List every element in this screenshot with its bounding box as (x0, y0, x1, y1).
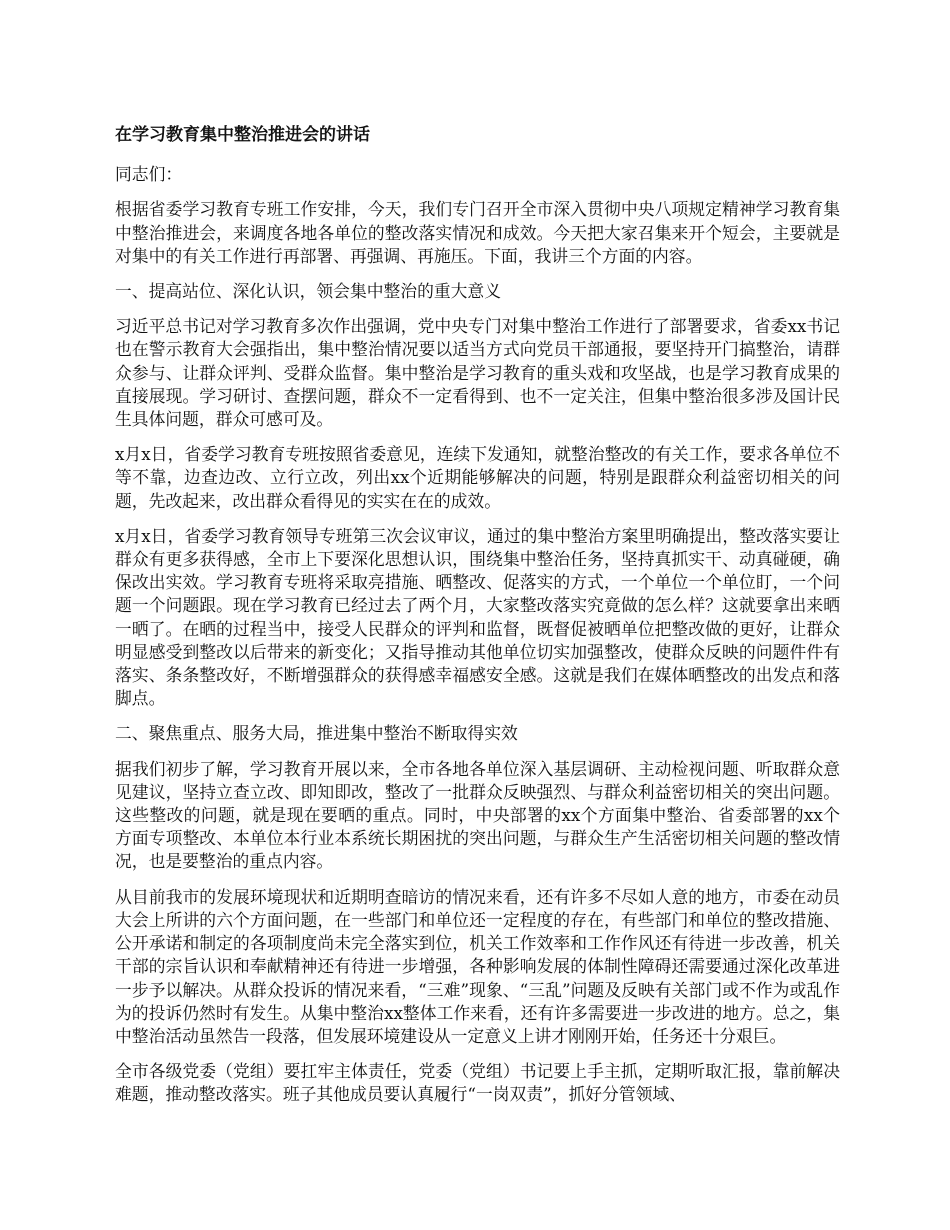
paragraph-2: x月x日，省委学习教育专班按照省委意见，连续下发通知，就整治整改的有关工作，要求各单位不等不靠，边查边改、立行立改，列出xx个近期能够解决的问题，特别是跟群众利益密切相关的问题，先改起来，改出群众看得见的实实在在的成效。 (115, 444, 840, 511)
paragraph-1: 习近平总书记对学习教育多次作出强调，党中央专门对集中整治工作进行了部署要求，省委xx书记也在警示教育大会强指出，集中整治情况要以适当方式向党员干部通报，要坚持开门搞整治，请群众参与、让群众评判、受群众监督。集中整治是学习教育的重头戏和攻坚战，也是学习教育成果的直接展现。学习研讨、查摆问题，群众不一定看得到、也不一定关注，但集中整治很多涉及国计民生具体问题，群众可感可及。 (115, 316, 840, 430)
salutation: 同志们： (115, 164, 183, 185)
document-page (115, 124, 840, 1119)
section-heading-2: 二、聚焦重点、服务大局，推进集中整治不断取得实效 (115, 723, 518, 744)
document-title: 在学习教育集中整治推进会的讲话 (115, 125, 370, 145)
paragraph-4: 据我们初步了解，学习教育开展以来，全市各地各单位深入基层调研、主动检视问题、听取群众意见建议，坚持立查立改、即知即改，整改了一批群众反映强烈、与群众利益密切相关的突出问题。这些整改的问题，就是现在要晒的重点。同时，中央部署的xx个方面集中整治、省委部署的xx个方面专项整改、本单位本行业本系统长期困扰的突出问题，与群众生产生活密切相关问题的整改情况，也是要整治的重点内容。 (115, 758, 840, 872)
paragraph-intro: 根据省委学习教育专班工作安排，今天，我们专门召开全市深入贯彻中央八项规定精神学习教育集中整治推进会，来调度各地各单位的整改落实情况和成效。今天把大家召集来开个短会，主要就是对集中的有关工作进行再部署、再强调、再施压。下面，我讲三个方面的内容。 (115, 199, 840, 266)
paragraph-6: 全市各级党委（党组）要扛牢主体责任，党委（党组）书记要上手主抓，定期听取汇报，靠前解决难题，推动整改落实。班子其他成员要认真履行“一岗双责”，抓好分管领域、 (115, 1061, 840, 1105)
paragraph-5: 从目前我市的发展环境现状和近期明查暗访的情况来看，还有许多不尽如人意的地方，市委在动员大会上所讲的六个方面问题，在一些部门和单位还一定程度的存在，有些部门和单位的整改措施、公开承诺和制定的各项制度尚未完全落实到位，机关工作效率和工作作风还有待进一步改善，机关干部的宗旨认识和奉献精神还有待进一步增强，各种影响发展的体制性障碍还需要通过深化改革进一步予以解决。从群众投诉的情况来看，“三难”现象、“三乱”问题及反映有关部门或不作为或乱作为的投诉仍然时有发生。从集中整治xx整体工作来看，还有许多需要进一步改进的地方。总之，集中整治活动虽然告一段落，但发展环境建设从一定意义上讲才刚刚开始，任务还十分艰巨。 (115, 886, 840, 1046)
section-heading-1: 一、提高站位、深化认识，领会集中整治的重大意义 (115, 281, 501, 302)
paragraph-3: x月x日，省委学习教育领导专班第三次会议审议，通过的集中整治方案里明确提出，整改落实要让群众有更多获得感，全市上下要深化思想认识，围绕集中整治任务，坚持真抓实干、动真碰硬，确保改出实效。学习教育专班将采取亮措施、晒整改、促落实的方式，一个单位一个单位盯，一个问题一个问题跟。现在学习教育已经过去了两个月，大家整改落实究竟做的怎么样？这就要拿出来晒一晒了。在晒的过程当中，接受人民群众的评判和监督，既督促被晒单位把整改做的更好，让群众明显感受到整改以后带来的新变化；又指导推动其他单位切实加强整改，使群众反映的问题件件有落实、条条整改好，不断增强群众的获得感幸福感安全感。这就是我们在媒体晒整改的出发点和落脚点。 (115, 525, 840, 709)
